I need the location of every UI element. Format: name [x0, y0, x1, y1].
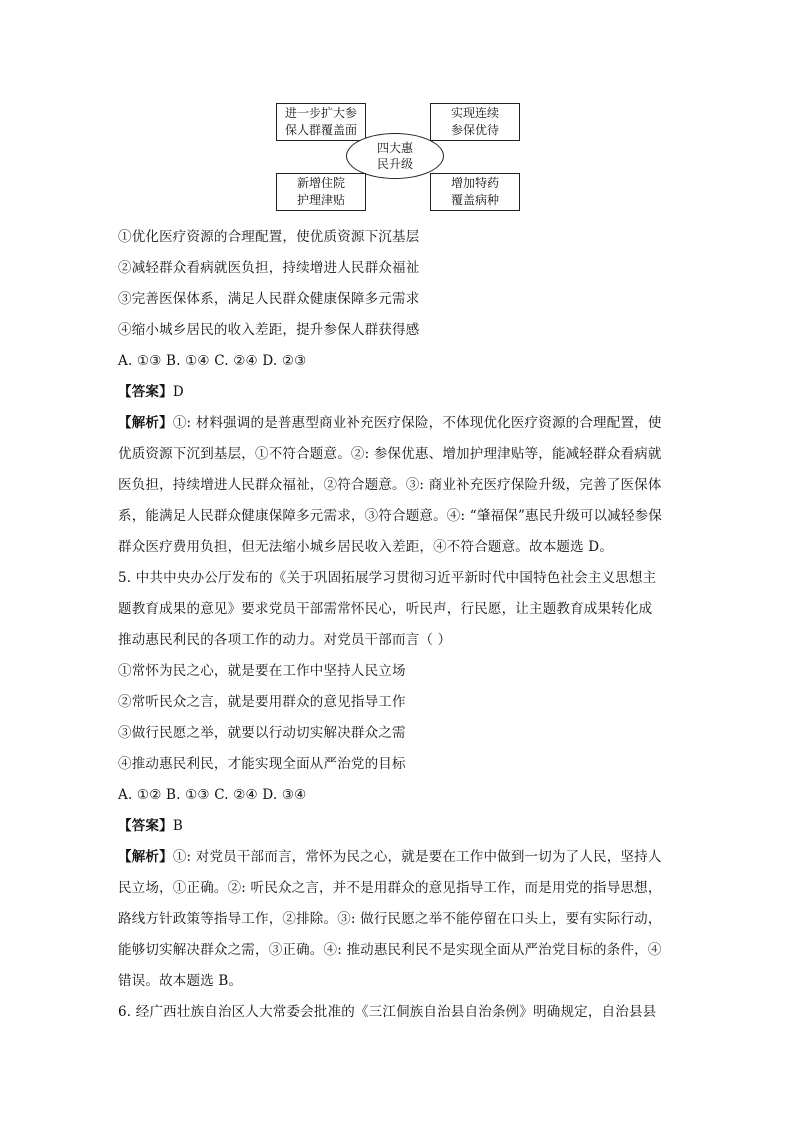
box-expand-coverage — [276, 103, 366, 141]
answer-label: 【答案】 — [118, 384, 173, 400]
q4-options — [118, 222, 678, 1028]
q5-option: ②常听民众之言，就是要用群众的意见指导工作 — [118, 694, 406, 710]
box-continuous-insurance — [430, 103, 520, 141]
box-text-line: 进一步扩大参 — [284, 106, 357, 120]
box-text-line: 参保优待 — [450, 123, 499, 137]
q5-choices: A. ①② B. ①③ C. ②④ D. ③④ — [118, 787, 307, 803]
q5-answer — [118, 811, 678, 842]
q4-option: ②减轻群众看病就医负担，持续增进人民群众福祉 — [118, 260, 420, 276]
q5-analysis-line: 错误。故本题选 B。 — [118, 973, 243, 989]
q5-analysis-line: 能够切实解决群众之需，③正确。④: 推动惠民利民不是实现全面从严治党目标的条件，④ — [118, 942, 662, 958]
box-text-line: 增加特药 — [450, 176, 499, 190]
analysis-text: ①: 对党员干部而言，常怀为民之心，就是要在工作中做到一切为了人民，坚持人 — [172, 849, 662, 865]
q5-stem-line: 5. 中共中央办公厅发布的《关于巩固拓展学习贯彻习近平新时代中国特色社会主义思想主 — [118, 570, 657, 586]
q4-analysis-line: 群众医疗费用负担，但无法缩小城乡居民收入差距，④不符合题意。故本题选 D。 — [118, 539, 614, 555]
q5-option: ①常怀为民之心，就是要在工作中坚持人民立场 — [118, 663, 406, 679]
q5-option: ④推动惠民利民，才能实现全面从严治党的目标 — [118, 756, 406, 772]
box-nursing-allowance — [276, 173, 366, 211]
ellipse-text-line: 民升级 — [376, 157, 413, 171]
q4-option: ④缩小城乡居民的收入差距，提升参保人群获得感 — [118, 322, 420, 338]
answer-label: 【答案】 — [118, 818, 173, 834]
q4-option: ③完善医保体系，满足人民群众健康保障多元需求 — [118, 291, 420, 307]
q4-analysis-line: 医负担，持续增进人民群众福祉，②符合题意。③: 商业补充医疗保险升级，完善了医保体 — [118, 477, 662, 493]
answer-value: B — [172, 818, 183, 834]
q5-analysis-line: 民立场，①正确。②: 听民众之言，并不是用群众的意见指导工作，而是用党的指导思想， — [118, 880, 662, 896]
ellipse-text-line: 四大惠 — [376, 141, 413, 155]
analysis-label: 【解析】 — [118, 415, 173, 431]
q4-choices: A. ①③ B. ①④ C. ②④ D. ②③ — [118, 353, 307, 369]
box-text-line: 护理津贴 — [296, 193, 345, 207]
q5-stem-line: 题教育成果的意见》要求党员干部需常怀民心，听民声，行民愿，让主题教育成果转化成 — [118, 601, 653, 617]
q5-analysis-line — [118, 842, 678, 873]
q5-analysis-line: 路线方针政策等指导工作，②排除。③: 做行民愿之举不能停留在口头上，要有实际行动， — [118, 911, 662, 927]
q4-analysis-line — [118, 408, 678, 439]
box-text-line: 覆盖病种 — [450, 193, 499, 207]
analysis-text: ①: 材料强调的是普惠型商业补充医疗保险，不体现优化医疗资源的合理配置，使 — [172, 415, 662, 431]
box-special-drugs — [430, 173, 520, 211]
answer-value: D — [172, 384, 184, 400]
q4-analysis-line: 优质资源下沉到基层，①不符合题意。②: 参保优惠、增加护理津贴等，能减轻群众看病就 — [118, 446, 662, 462]
box-text-line: 保人群覆盖面 — [284, 123, 357, 137]
analysis-label: 【解析】 — [118, 849, 173, 865]
q6-stem-line: 6. 经广西壮族自治区人大常委会批准的《三江侗族自治县自治条例》明确规定，自治县县 — [118, 1004, 657, 1020]
box-text-line: 实现连续 — [450, 106, 499, 120]
box-text-line: 新增住院 — [296, 176, 345, 190]
q4-answer — [118, 377, 678, 408]
q4-option: ①优化医疗资源的合理配置，使优质资源下沉基层 — [118, 229, 420, 245]
benefits-diagram — [270, 100, 530, 215]
q5-option: ③做行民愿之举，就要以行动切实解决群众之需 — [118, 725, 406, 741]
q4-analysis-line: 系，能满足人民群众健康保障多元需求，③符合题意。④: “肇福保”惠民升级可以减轻参保 — [118, 508, 663, 524]
q5-stem-line: 推动惠民利民的各项工作的动力。对党员干部而言（ ） — [118, 632, 452, 648]
